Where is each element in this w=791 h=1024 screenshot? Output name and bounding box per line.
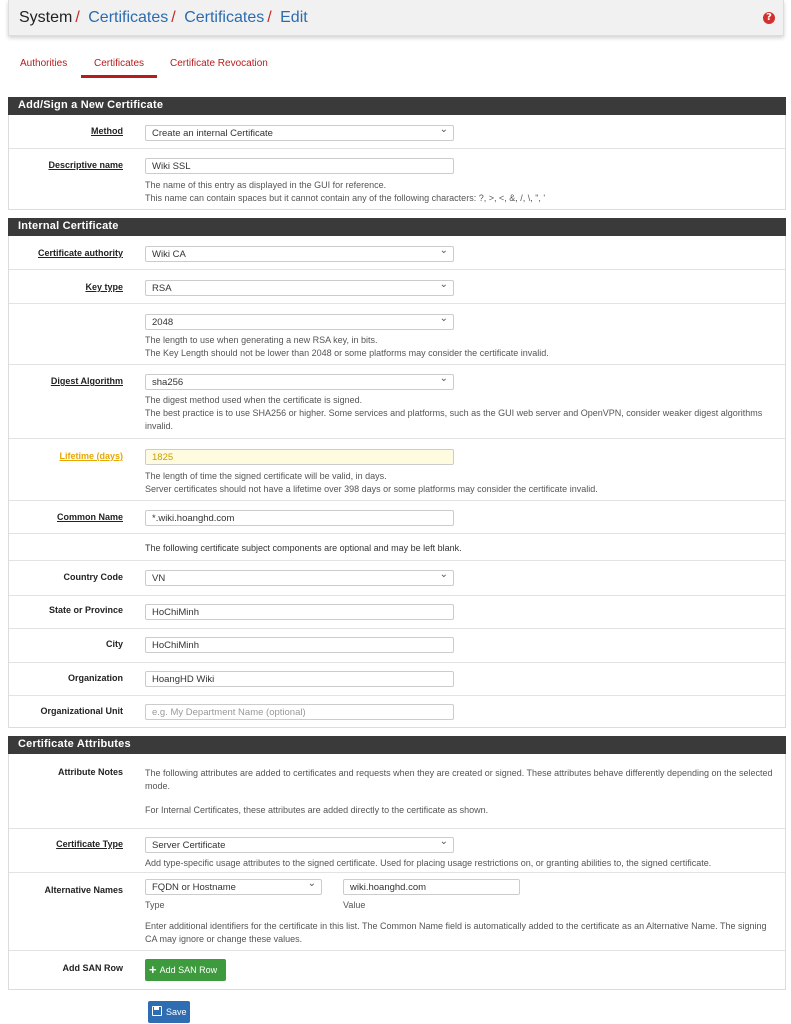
panel-add-sign	[8, 115, 786, 210]
attribute-notes-line1: The following attributes are added to certificates and requests when they are created or signed. These attributes behave differently depending on the selected mode.	[145, 768, 773, 791]
lifetime-help-line2: Server certificates should not have a lifetime over 398 days or some platforms may consider the certificate invalid.	[145, 484, 598, 494]
certificate-authority-label: Certificate authority	[37, 248, 123, 258]
state-label: State or Province	[48, 605, 123, 615]
alternative-names-help: Enter additional identifiers for the certificate in this list. The Common Name field is automatically added to the certificate as an Alternative Name. The signing CA may ignore or change these values.	[145, 921, 767, 944]
organization-label: Organization	[67, 673, 123, 683]
certificate-type-select[interactable]: Server Certificate ⌄	[145, 837, 454, 853]
plus-icon: +	[149, 962, 157, 977]
certificate-type-help: Add type-specific usage attributes to the signed certificate. Used for placing usage restrictions on, or granting abilities to, the signed certificate.	[145, 858, 712, 868]
row-state	[9, 596, 785, 629]
certificate-authority-select[interactable]: Wiki CA ⌄	[145, 246, 454, 262]
row-attribute-notes	[9, 754, 785, 829]
descriptive-name-help	[145, 179, 773, 205]
state-input[interactable]: HoChiMinh	[145, 604, 454, 620]
organizational-unit-label: Organizational Unit	[40, 706, 123, 716]
help-icon[interactable]: ?	[763, 12, 775, 24]
method-label: Method	[91, 126, 123, 136]
tab-authorities[interactable]: Authorities	[20, 58, 68, 69]
save-button-label: Save	[166, 1007, 187, 1017]
lifetime-help-line1: The length of time the signed certificate will be valid, in days.	[145, 471, 387, 481]
save-button[interactable]	[148, 1001, 190, 1023]
optional-components-note: The following certificate subject components are optional and may be left blank.	[145, 543, 462, 553]
row-key-type	[9, 270, 785, 304]
row-common-name	[9, 501, 785, 534]
tab-certificate-revocation[interactable]: Certificate Revocation	[170, 58, 268, 69]
panel-heading-internal-certificate: Internal Certificate	[8, 218, 786, 236]
header-bar	[8, 0, 784, 36]
key-type-label: Key type	[85, 282, 123, 292]
row-lifetime	[9, 439, 785, 501]
breadcrumb-separator: /	[171, 9, 176, 26]
panel-heading-certificate-attributes: Certificate Attributes	[8, 736, 786, 754]
panel-internal-certificate	[8, 236, 786, 728]
row-optional-note	[9, 534, 785, 561]
row-key-length	[9, 304, 785, 365]
digest-algorithm-help	[145, 394, 773, 433]
attribute-notes-line2: For Internal Certificates, these attributes are added directly to the certificate as shown.	[145, 805, 489, 815]
digest-help-line2: The best practice is to use SHA256 or higher. Some services and platforms, such as the GUI web server and OpenVPN, consider weaker digest algorithms invalid.	[145, 408, 763, 431]
breadcrumb-edit[interactable]: Edit	[280, 9, 308, 26]
row-country-code	[9, 561, 785, 596]
row-certificate-authority	[9, 236, 785, 270]
add-san-row-label: Add SAN Row	[62, 963, 123, 973]
city-input[interactable]: HoChiMinh	[145, 637, 454, 653]
lifetime-label: Lifetime (days)	[59, 451, 123, 461]
floppy-disk-icon	[152, 1006, 162, 1016]
digest-algorithm-select[interactable]: sha256 ⌄	[145, 374, 454, 390]
key-type-select[interactable]: RSA ⌄	[145, 280, 454, 296]
key-length-help	[145, 334, 773, 360]
alt-type-caption: Type	[145, 900, 165, 910]
panel-certificate-attributes	[8, 754, 786, 990]
key-length-help-line2: The Key Length should not be lower than 2048 or some platforms may consider the certificate invalid.	[145, 348, 549, 358]
attribute-notes-label: Attribute Notes	[58, 767, 123, 777]
city-label: City	[105, 639, 123, 649]
attribute-notes-text	[145, 767, 773, 817]
breadcrumb-certificates-link[interactable]: Certificates	[88, 9, 169, 26]
alternative-names-label: Alternative Names	[44, 885, 123, 895]
breadcrumb	[19, 9, 308, 27]
country-code-select[interactable]: VN ⌄	[145, 570, 454, 586]
descriptive-name-input[interactable]: Wiki SSL	[145, 158, 454, 174]
common-name-input[interactable]: *.wiki.hoanghd.com	[145, 510, 454, 526]
descriptive-name-help-line2: This name can contain spaces but it cannot contain any of the following characters: ?, >, <, &, /, \, ", '	[145, 193, 546, 203]
alt-name-value-input[interactable]: wiki.hoanghd.com	[343, 879, 520, 895]
row-descriptive-name	[9, 149, 785, 210]
lifetime-input[interactable]: 1825	[145, 449, 454, 465]
lifetime-help	[145, 470, 773, 496]
row-add-san	[9, 951, 785, 990]
alt-name-type-select[interactable]: FQDN or Hostname ⌄	[145, 879, 322, 895]
descriptive-name-help-line1: The name of this entry as displayed in the GUI for reference.	[145, 180, 387, 190]
row-method	[9, 115, 785, 149]
common-name-label: Common Name	[56, 512, 123, 522]
row-certificate-type	[9, 829, 785, 873]
breadcrumb-certificates-sub-link[interactable]: Certificates	[184, 9, 265, 26]
add-san-row-button[interactable]	[145, 959, 226, 981]
row-digest-algorithm	[9, 365, 785, 439]
organization-input[interactable]: HoangHD Wiki	[145, 671, 454, 687]
certificate-type-label: Certificate Type	[56, 839, 123, 849]
row-city	[9, 629, 785, 663]
digest-algorithm-label: Digest Algorithm	[50, 376, 123, 386]
tab-bar	[8, 52, 784, 82]
organizational-unit-input[interactable]: e.g. My Department Name (optional)	[145, 704, 454, 720]
breadcrumb-system: System	[19, 9, 73, 26]
descriptive-name-label: Descriptive name	[48, 160, 123, 170]
key-length-select[interactable]: 2048 ⌄	[145, 314, 454, 330]
row-organizational-unit	[9, 696, 785, 728]
breadcrumb-separator: /	[75, 9, 80, 26]
row-organization	[9, 663, 785, 696]
method-select[interactable]: Create an internal Certificate ⌄	[145, 125, 454, 141]
tab-certificates[interactable]: Certificates	[94, 58, 145, 69]
breadcrumb-separator: /	[267, 9, 272, 26]
add-san-row-button-label: Add SAN Row	[159, 965, 218, 975]
country-code-label: Country Code	[63, 572, 123, 582]
panel-heading-add-sign: Add/Sign a New Certificate	[8, 97, 786, 115]
alt-value-caption: Value	[343, 900, 366, 910]
row-alternative-names	[9, 873, 785, 951]
digest-help-line1: The digest method used when the certificate is signed.	[145, 395, 363, 405]
key-length-help-line1: The length to use when generating a new RSA key, in bits.	[145, 335, 378, 345]
